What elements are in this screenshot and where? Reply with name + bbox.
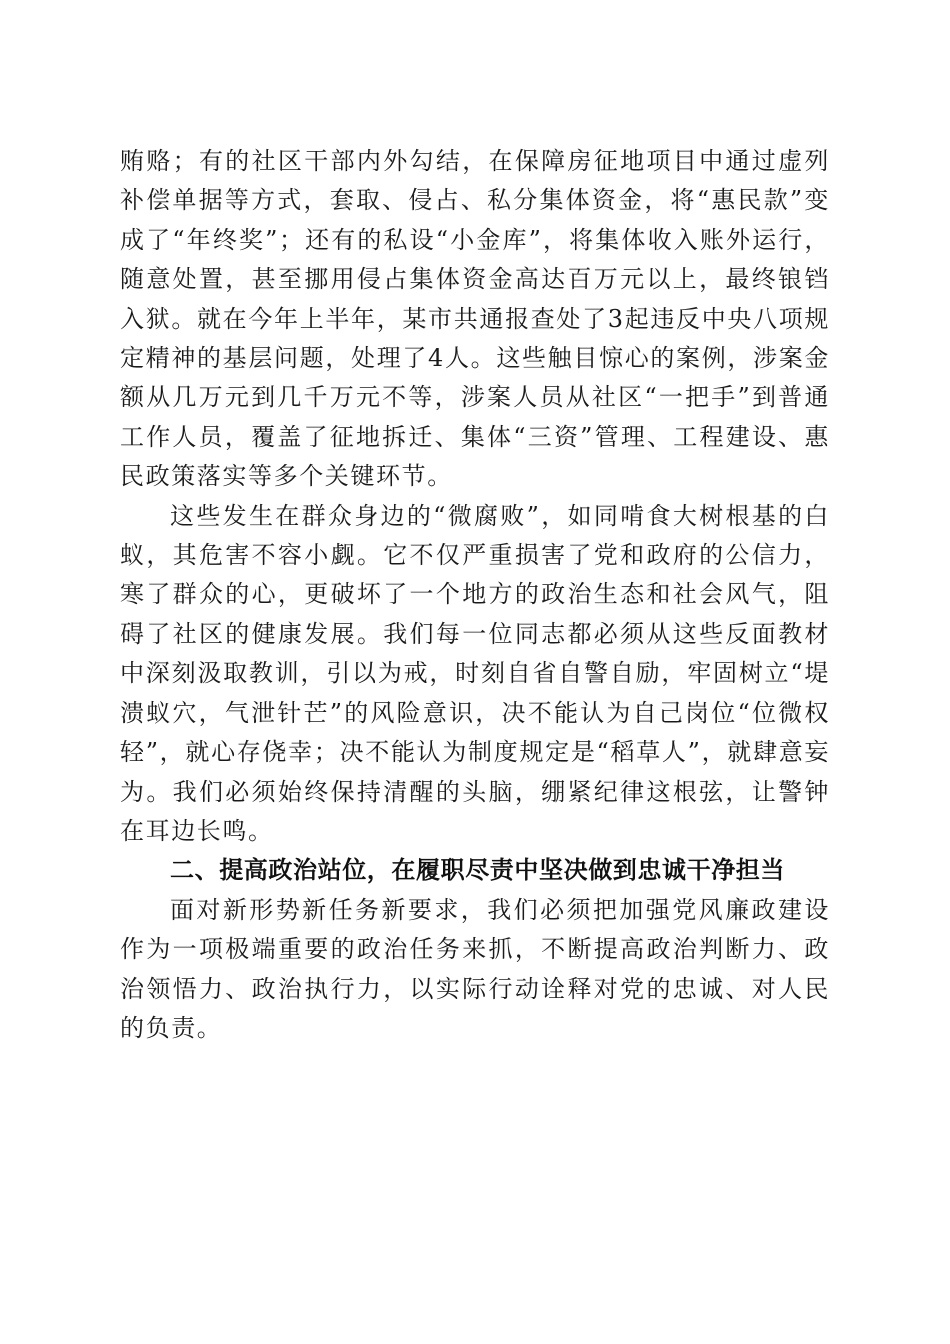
document-body [120, 142, 830, 1048]
paragraph-continuation: 贿赂；有的社区干部内外勾结，在保障房征地项目中通过虚列补偿单据等方式，套取、侵占、私分集体资金，将“惠民款”变成了“年终奖”；还有的私设“小金库”，将集体收入账外运行，随意处置，甚至挪用侵占集体资金高达百万元以上，最终锒铛入狱。就在今年上半年，某市共通报查处了3起违反中央八项规定精神的基层问题，处理了4人。这些触目惊心的案例，涉案金额从几万元到几千万元不等，涉案人员从社区“一把手”到普通工作人员，覆盖了征地拆迁、集体“三资”管理、工程建设、惠民政策落实等多个关键环节。 [120, 147, 830, 491]
paragraph-micro-corruption: 这些发生在群众身边的“微腐败”，如同啃食大树根基的白蚁，其危害不容小觑。它不仅严重损害了党和政府的公信力，寒了群众的心，更破坏了一个地方的政治生态和社会风气，阻碍了社区的健康发展。我们每一位同志都必须从这些反面教材中深刻汲取教训，引以为戒，时刻自省自警自励，牢固树立“堤溃蚁穴，气泄针芒”的风险意识，决不能认为自己岗位“位微权轻”，就心存侥幸；决不能认为制度规定是“稻草人”，就肆意妄为。我们必须始终保持清醒的头脑，绷紧纪律这根弦，让警钟在耳边长鸣。 [120, 501, 830, 845]
section-heading: 二、提高政治站位，在履职尽责中坚决做到忠诚干净担当 [170, 856, 785, 885]
paragraph-section-intro: 面对新形势新任务新要求，我们必须把加强党风廉政建设作为一项极端重要的政治任务来抓，不断提高政治判断力、政治领悟力、政治执行力，以实际行动诠释对党的忠诚、对人民的负责。 [120, 895, 830, 1042]
